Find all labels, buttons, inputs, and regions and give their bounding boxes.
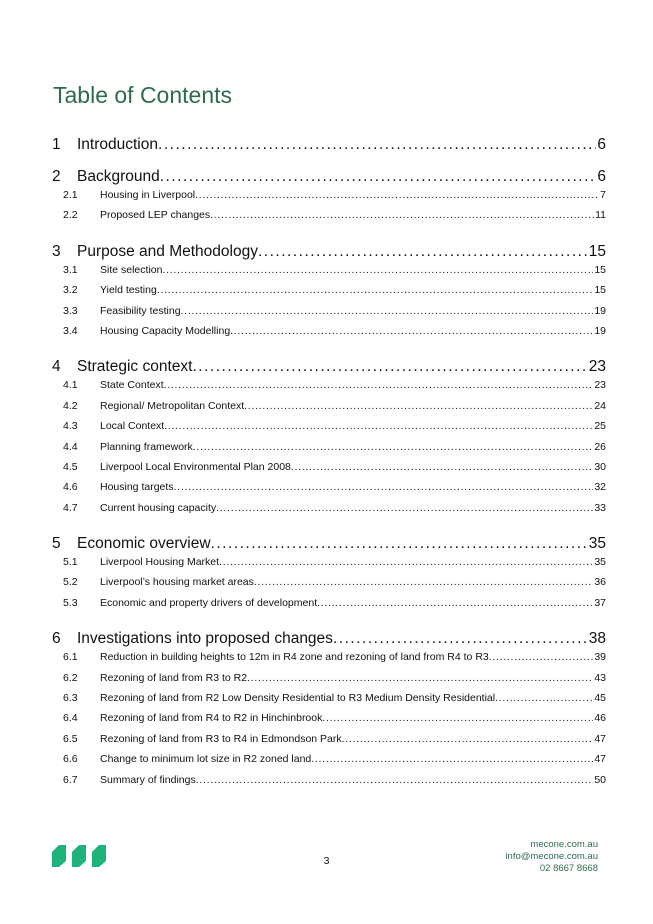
dot-leader [495,692,593,704]
toc-subsection-entry[interactable] [52,502,606,522]
subsection-title: Current housing capacity [100,501,217,514]
dot-leader [291,461,593,473]
dot-leader [196,774,594,786]
dot-leader [247,672,593,684]
subsection-number: 4.1 [63,379,78,392]
section-page: 23 [588,358,606,376]
subsection-page: 32 [594,481,606,494]
toc-subsection-entry[interactable] [52,692,606,712]
subsection-page: 39 [594,651,606,664]
subsection-number: 3.4 [63,324,78,337]
email-link[interactable]: info@mecone.com.au [505,851,598,862]
subsection-number: 3.3 [63,304,78,317]
toc-section-group [52,358,606,522]
subsection-title: Site selection [100,263,163,276]
subsection-title: Liverpool Housing Market [100,556,220,569]
toc-section-entry[interactable] [52,630,606,649]
toc-section-group [52,168,606,230]
subsection-title: Liverpool Local Environmental Plan 2008 [100,460,291,473]
subsection-number: 6.3 [63,692,78,705]
subsection-title: Proposed LEP changes [100,209,211,222]
dot-leader [164,420,593,432]
subsection-title: Housing in Liverpool [100,189,196,201]
toc-subsection-entry[interactable] [52,753,606,773]
toc-subsection-entry[interactable] [52,774,606,794]
toc-subsection-entry[interactable] [52,712,606,732]
dot-leader [181,305,594,317]
toc-section-group [52,535,606,617]
subsection-title: Feasibility testing [100,304,181,317]
subsection-page: 19 [594,304,606,317]
toc-section-group [52,243,606,346]
section-page: 35 [588,535,606,553]
subsection-title: Rezoning of land from R3 to R2 [100,671,248,684]
subsection-title: State Context [100,379,164,392]
website-link[interactable]: mecone.com.au [530,839,598,850]
toc-subsection-entry[interactable] [52,481,606,501]
subsection-title: Economic and property drivers of development [100,596,318,609]
toc-subsection-entry[interactable] [52,576,606,596]
dot-leader [244,400,593,412]
section-page: 6 [597,168,606,185]
toc-section-entry[interactable] [52,168,606,187]
subsection-page: 7 [600,189,606,201]
dot-leader [210,209,594,221]
subsection-page: 26 [594,440,606,453]
subsection-number: 6.6 [63,753,78,766]
toc-subsection-entry[interactable] [52,651,606,671]
toc-subsection-entry[interactable] [52,325,606,345]
section-number: 1 [52,136,61,153]
toc-subsection-entry[interactable] [52,597,606,617]
dot-leader [230,325,593,337]
subsection-title: Change to minimum lot size in R2 zoned land [100,753,312,766]
toc-subsection-entry[interactable] [52,305,606,325]
subsection-page: 15 [594,263,606,276]
subsection-page: 47 [594,732,606,745]
subsection-number: 2.2 [63,209,78,222]
dot-leader [342,733,594,745]
subsection-number: 5.2 [63,576,78,589]
subsection-title: Planning framework [100,440,193,453]
contact-block [505,839,598,875]
subsection-page: 35 [594,556,606,569]
section-title: Strategic context [77,358,193,376]
subsection-title: Regional/ Metropolitan Context [100,399,245,412]
section-title: Background [77,168,160,185]
subsection-page: 11 [595,209,606,222]
dot-leader [160,168,597,186]
section-title: Introduction [77,136,158,153]
subsection-page: 43 [594,671,606,684]
dot-leader [174,481,594,493]
dot-leader [317,597,593,609]
toc-subsection-entry[interactable] [52,400,606,420]
subsection-page: 37 [594,596,606,609]
dot-leader [216,502,593,514]
section-number: 4 [52,358,61,376]
toc-subsection-entry[interactable] [52,733,606,753]
subsection-title: Housing targets [100,481,174,494]
subsection-number: 6.5 [63,732,78,745]
section-page: 15 [588,242,606,260]
section-number: 6 [52,630,61,648]
page-title: Table of Contents [53,82,233,108]
table-of-contents [52,136,606,794]
subsection-page: 45 [594,692,606,705]
dot-leader [333,630,588,648]
subsection-page: 33 [594,501,606,514]
subsection-number: 5.1 [63,556,78,569]
toc-subsection-entry[interactable] [52,461,606,481]
toc-subsection-entry[interactable] [52,189,606,209]
section-number: 5 [52,535,61,553]
toc-subsection-entry[interactable] [52,379,606,399]
toc-subsection-entry[interactable] [52,441,606,461]
subsection-number: 6.2 [63,671,78,684]
subsection-number: 4.2 [63,399,78,412]
toc-section-entry[interactable] [52,358,606,377]
subsection-number: 6.1 [63,651,78,664]
phone-number: 02 8667 8668 [539,863,598,874]
dot-leader [192,358,587,376]
dot-leader [162,264,593,276]
subsection-number: 3.1 [63,263,78,276]
toc-section-group [52,136,606,155]
toc-section-entry[interactable] [52,136,606,155]
subsection-number: 6.4 [63,712,78,725]
subsection-title: Liverpool’s housing market areas [100,576,254,589]
dot-leader [258,243,588,261]
subsection-number: 6.7 [63,773,78,786]
subsection-title: Housing Capacity Modelling [100,324,231,337]
page-number: 3 [323,855,330,867]
subsection-number: 3.2 [63,284,78,297]
subsection-title: Rezoning of land from R4 to R2 in Hinchinbrook [100,712,323,725]
subsection-title: Rezoning of land from R3 to R4 in Edmondson Park [100,732,342,745]
subsection-title: Reduction in building heights to 12m in R4 zone and rezoning of land from R4 to R3 [100,651,489,664]
dot-leader [254,576,593,588]
subsection-title: Local Context [100,420,165,433]
subsection-title: Rezoning of land from R2 Low Density Residential to R3 Medium Density Residential [100,692,496,705]
toc-section-group [52,630,606,794]
subsection-number: 5.3 [63,596,78,609]
subsection-page: 30 [594,460,606,473]
dot-leader [489,651,594,663]
dot-leader [195,189,599,201]
subsection-number: 4.7 [63,501,78,514]
subsection-page: 50 [594,773,606,786]
subsection-number: 4.5 [63,460,78,473]
section-title: Economic overview [77,535,211,553]
subsection-page: 24 [594,399,606,412]
subsection-page: 25 [594,420,606,433]
toc-section-entry[interactable] [52,243,606,262]
toc-subsection-entry[interactable] [52,556,606,576]
toc-section-entry[interactable] [52,535,606,554]
toc-subsection-entry[interactable] [52,264,606,284]
subsection-title: Yield testing [100,284,157,297]
dot-leader [322,712,593,724]
dot-leader [211,535,588,553]
toc-subsection-entry[interactable] [52,672,606,692]
subsection-number: 4.4 [63,440,78,453]
toc-subsection-entry[interactable] [52,209,606,229]
subsection-number: 4.6 [63,481,78,494]
toc-subsection-entry[interactable] [52,284,606,304]
subsection-page: 36 [594,576,606,589]
dot-leader [164,379,594,391]
dot-leader [158,136,596,154]
subsection-page: 46 [594,712,606,725]
dot-leader [311,753,593,765]
subsection-number: 4.3 [63,420,78,433]
section-number: 2 [52,168,61,185]
section-title: Purpose and Methodology [77,242,258,260]
subsection-page: 15 [594,284,606,297]
section-page: 38 [588,630,606,648]
section-number: 3 [52,242,61,260]
dot-leader [157,284,594,296]
subsection-page: 23 [594,379,606,392]
dot-leader [219,556,593,568]
dot-leader [193,441,594,453]
subsection-page: 19 [594,324,606,337]
section-page: 6 [597,136,606,153]
subsection-title: Summary of findings [100,773,196,786]
subsection-number: 2.1 [63,189,78,201]
subsection-page: 47 [594,753,606,766]
toc-subsection-entry[interactable] [52,420,606,440]
section-title: Investigations into proposed changes [77,630,333,648]
